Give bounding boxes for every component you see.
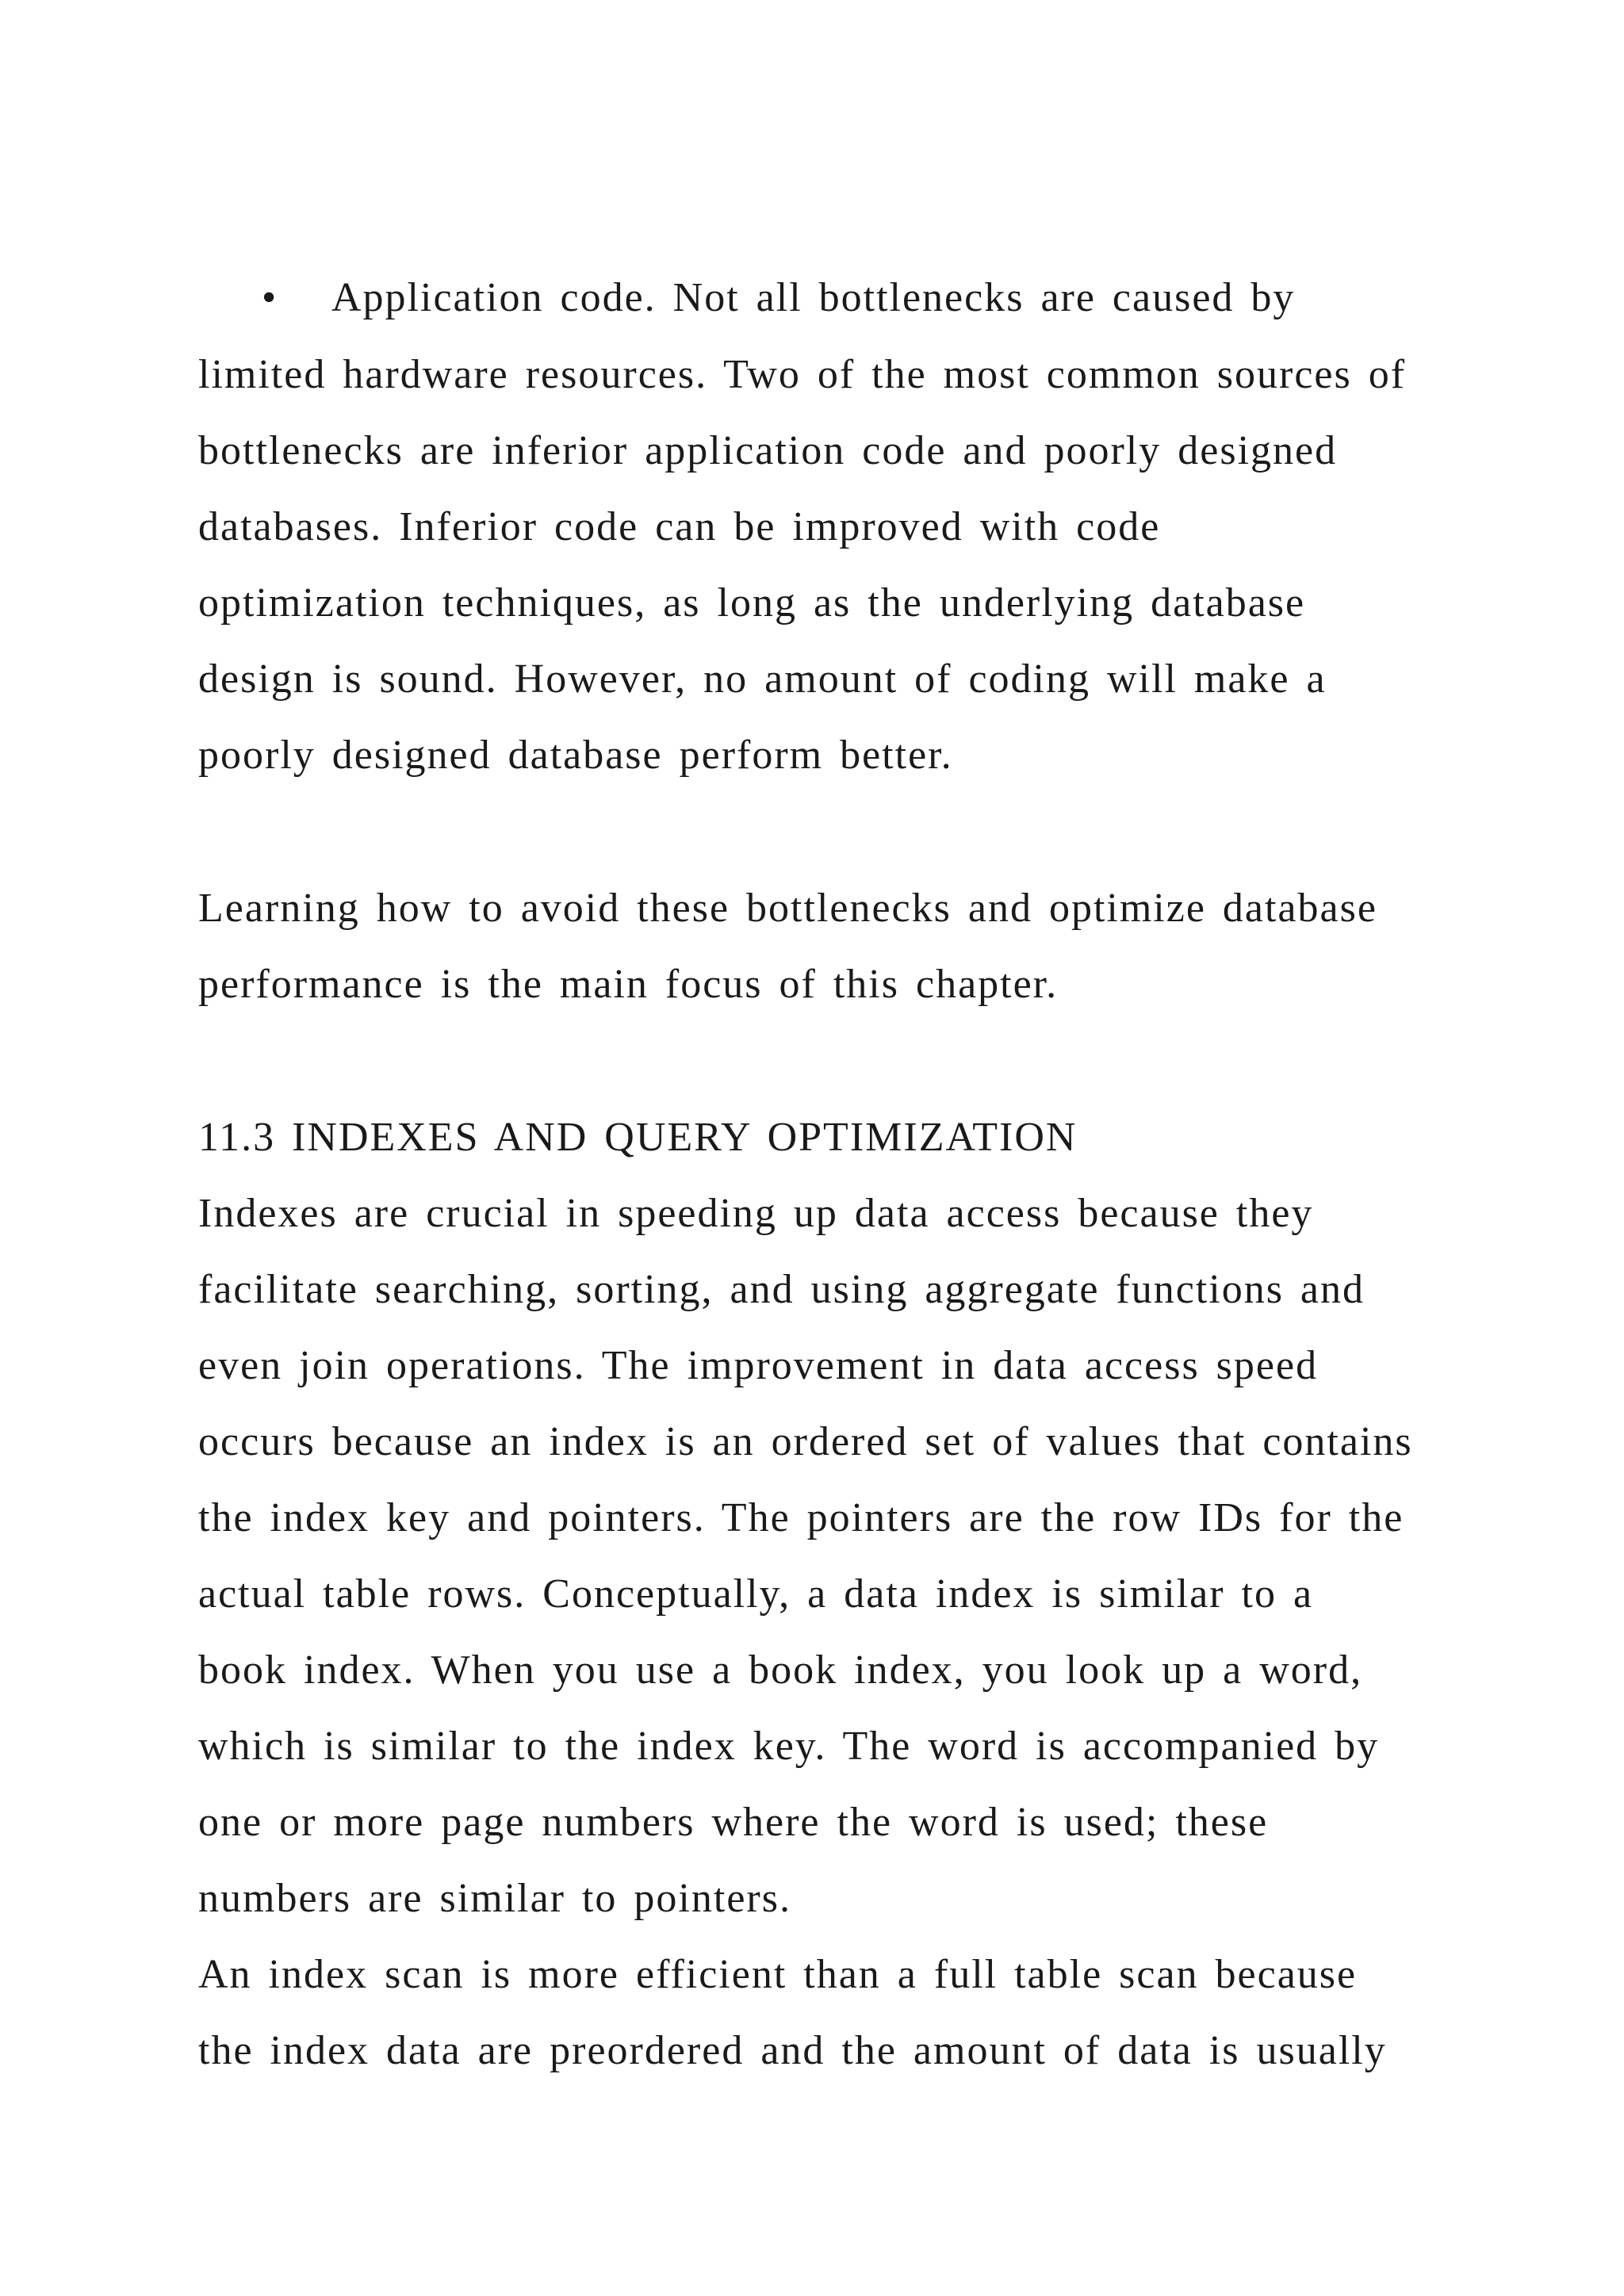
paragraph-line: one or more page numbers where the word is used; these <box>198 1800 1269 1845</box>
paragraph-line: occurs because an index is an ordered set of values that contains <box>198 1419 1413 1464</box>
paragraph-line: Indexes are crucial in speeding up data access because they <box>198 1191 1314 1236</box>
paragraph-line: book index. When you use a book index, you look up a word, <box>198 1647 1363 1693</box>
paragraph-line: facilitate searching, sorting, and using aggregate functions and <box>198 1267 1365 1312</box>
bullet-text-line: limited hardware resources. Two of the most common sources of <box>198 352 1407 397</box>
bullet-text-line: design is sound. However, no amount of coding will make a <box>198 656 1327 702</box>
paragraph-line: Learning how to avoid these bottlenecks and optimize database <box>198 886 1377 931</box>
paragraph-line: An index scan is more efficient than a full table scan because <box>198 1952 1358 1997</box>
paragraph-line: performance is the main focus of this chapter. <box>198 962 1059 1007</box>
bullet-text-line: bottlenecks are inferior application code and poorly designed <box>198 428 1338 473</box>
bullet-marker: • <box>262 275 277 320</box>
paragraph-line: the index data are preordered and the amount of data is usually <box>198 2028 1387 2073</box>
paragraph-line: the index key and pointers. The pointers are the row IDs for the <box>198 1495 1404 1540</box>
paragraph-line: even join operations. The improvement in data access speed <box>198 1343 1319 1388</box>
bullet-text-line: databases. Inferior code can be improved with code <box>198 504 1161 549</box>
bullet-first-line: Application code. Not all bottlenecks are caused by <box>331 275 1296 320</box>
paragraph-line: actual table rows. Conceptually, a data index is similar to a <box>198 1571 1314 1617</box>
section-heading: 11.3 INDEXES AND QUERY OPTIMIZATION <box>198 1115 1078 1160</box>
paragraph-line: which is similar to the index key. The word is accompanied by <box>198 1724 1380 1769</box>
paragraph-line: numbers are similar to pointers. <box>198 1876 791 1921</box>
bullet-text-line: optimization techniques, as long as the underlying database <box>198 580 1306 626</box>
bullet-text-line: poorly designed database perform better. <box>198 733 953 778</box>
